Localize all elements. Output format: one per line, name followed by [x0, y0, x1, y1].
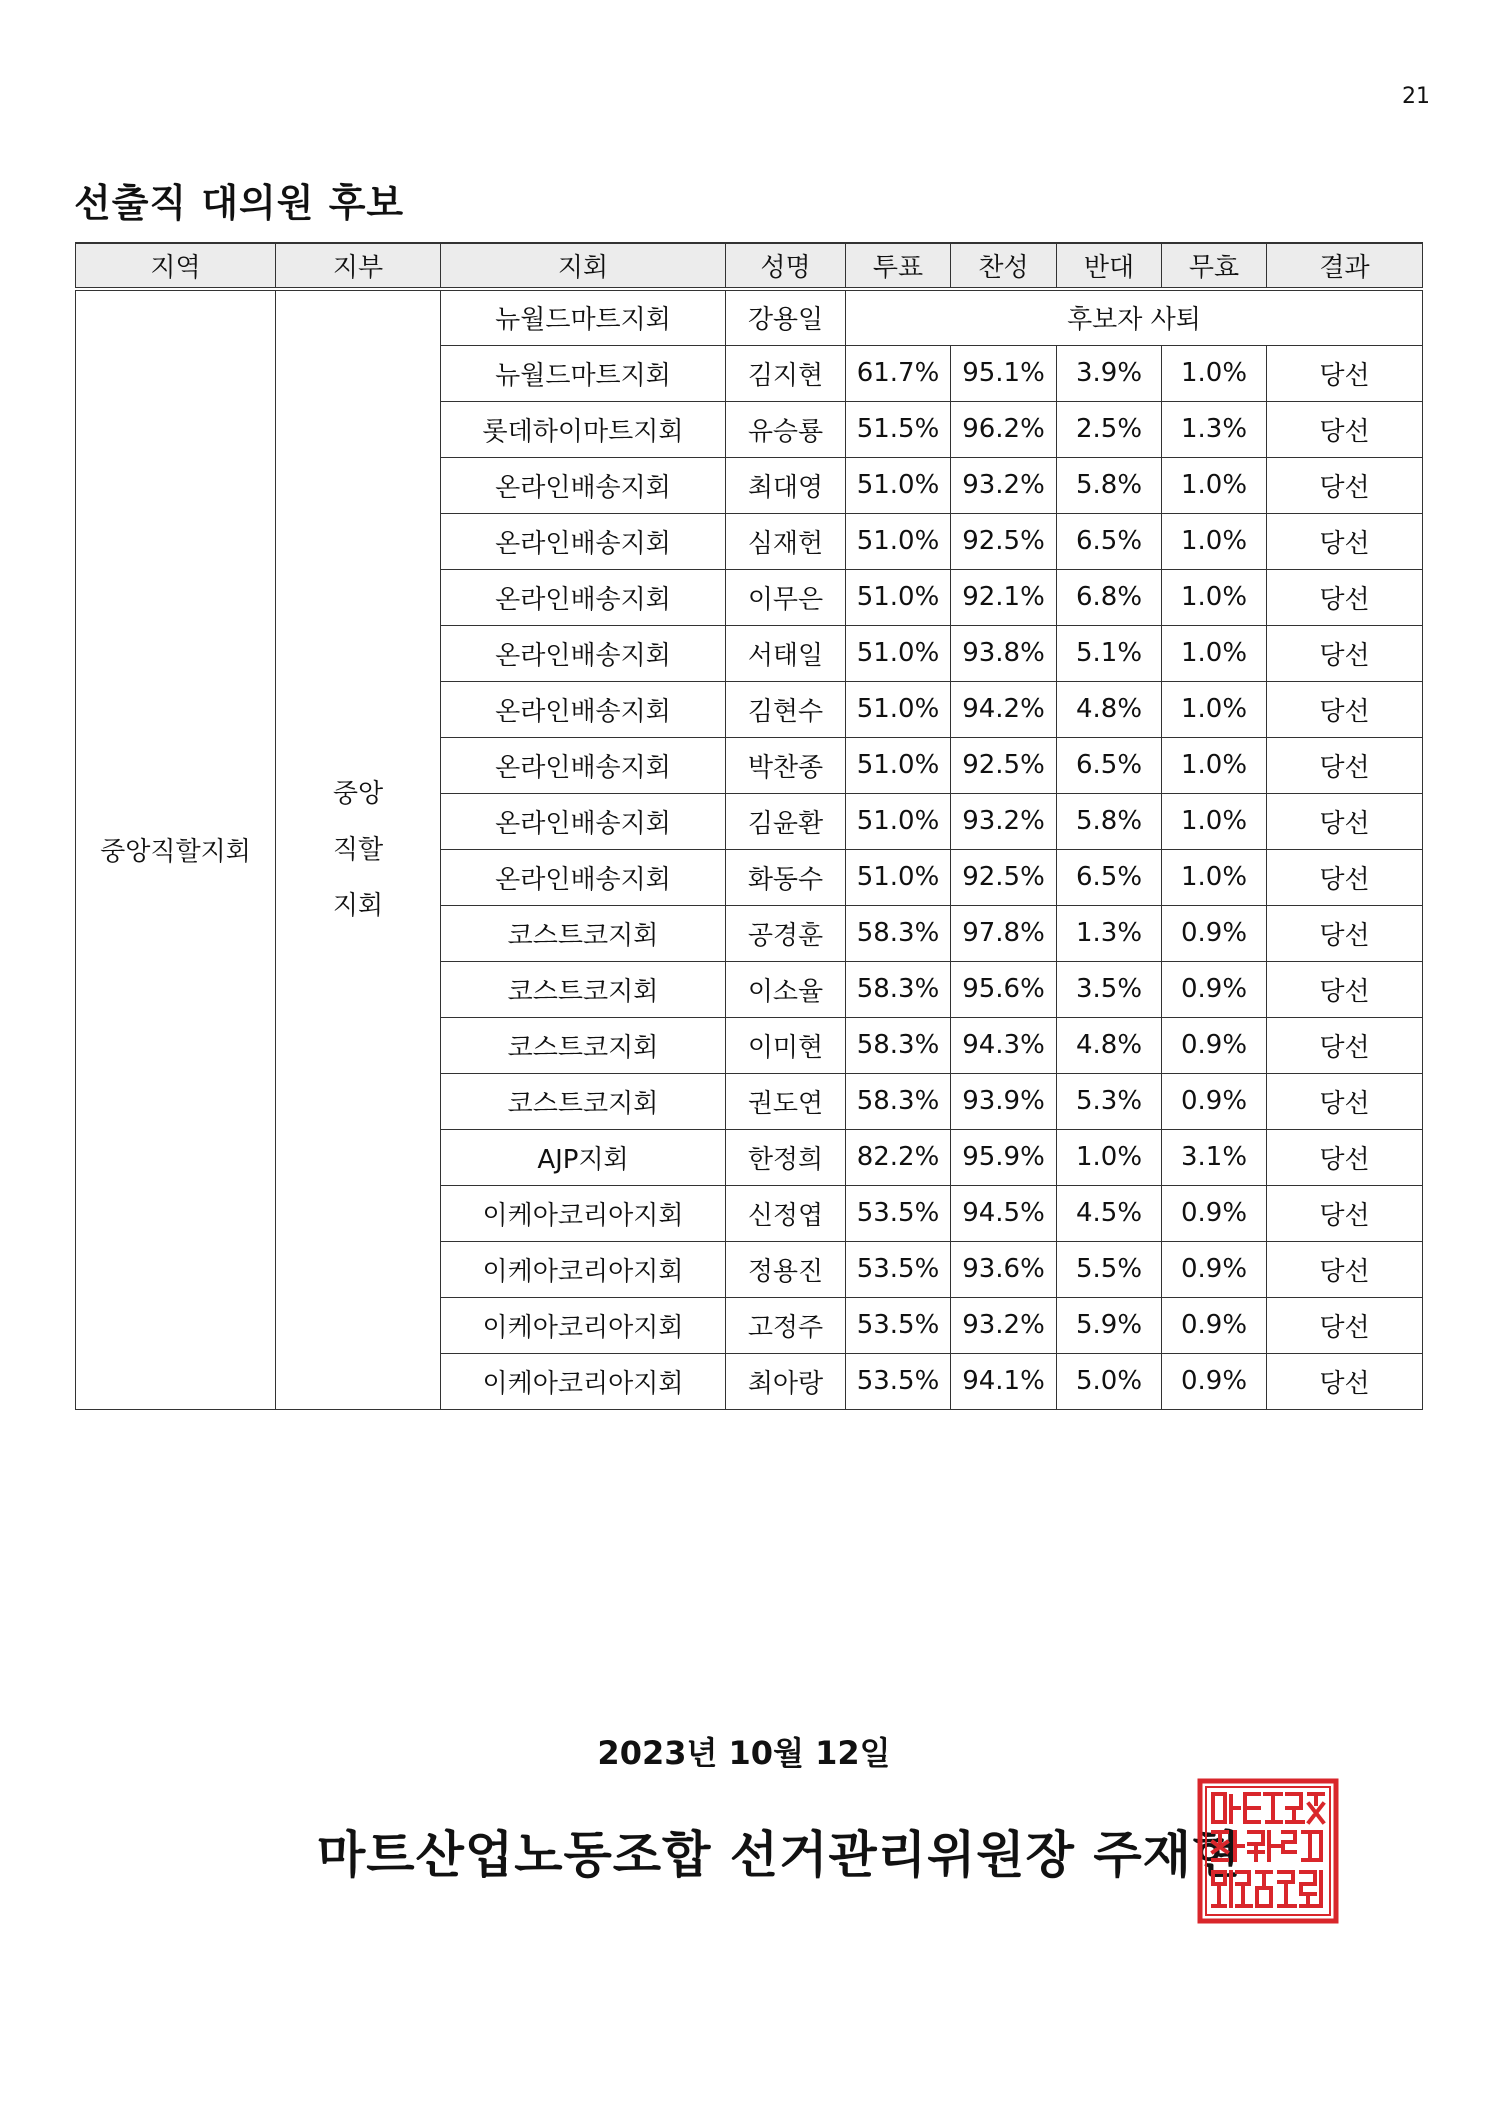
yes-cell: 92.5% — [951, 849, 1057, 905]
name-cell: 한정희 — [726, 1129, 846, 1185]
vote-cell: 58.3% — [846, 961, 951, 1017]
vote-cell: 58.3% — [846, 1073, 951, 1129]
yes-cell: 95.1% — [951, 345, 1057, 401]
invalid-cell: 0.9% — [1162, 1297, 1267, 1353]
vote-cell: 53.5% — [846, 1241, 951, 1297]
chapter-cell: AJP지회 — [441, 1129, 726, 1185]
invalid-cell: 0.9% — [1162, 1017, 1267, 1073]
vote-cell: 61.7% — [846, 345, 951, 401]
no-cell: 5.3% — [1057, 1073, 1162, 1129]
official-seal-stamp — [1197, 1778, 1339, 1924]
yes-cell: 94.5% — [951, 1185, 1057, 1241]
vote-cell: 51.0% — [846, 457, 951, 513]
no-cell: 5.5% — [1057, 1241, 1162, 1297]
table-row — [76, 289, 1423, 345]
yes-cell: 92.5% — [951, 737, 1057, 793]
name-cell: 정용진 — [726, 1241, 846, 1297]
name-cell: 고정주 — [726, 1297, 846, 1353]
withdrawn-cell: 후보자 사퇴 — [846, 289, 1423, 345]
yes-cell: 93.6% — [951, 1241, 1057, 1297]
document-date: 2023년 10월 12일 — [597, 1734, 891, 1772]
result-cell: 당선 — [1267, 961, 1423, 1017]
chapter-cell: 롯데하이마트지회 — [441, 401, 726, 457]
invalid-cell: 1.0% — [1162, 793, 1267, 849]
invalid-cell: 0.9% — [1162, 1185, 1267, 1241]
name-cell: 최아랑 — [726, 1353, 846, 1409]
header-invalid: 무효 — [1162, 243, 1267, 289]
header-yes: 찬성 — [951, 243, 1057, 289]
invalid-cell: 3.1% — [1162, 1129, 1267, 1185]
result-cell: 당선 — [1267, 457, 1423, 513]
signature-line: 마트산업노동조합 선거관리위원장 주재현 — [317, 1826, 1242, 1884]
no-cell: 4.5% — [1057, 1185, 1162, 1241]
result-cell: 당선 — [1267, 345, 1423, 401]
no-cell: 6.8% — [1057, 569, 1162, 625]
header-name: 성명 — [726, 243, 846, 289]
invalid-cell: 0.9% — [1162, 961, 1267, 1017]
name-cell: 권도연 — [726, 1073, 846, 1129]
table-header-row — [76, 243, 1423, 289]
result-cell: 당선 — [1267, 1185, 1423, 1241]
yes-cell: 95.9% — [951, 1129, 1057, 1185]
invalid-cell: 1.0% — [1162, 569, 1267, 625]
chapter-cell: 코스트코지회 — [441, 1073, 726, 1129]
vote-cell: 53.5% — [846, 1297, 951, 1353]
name-cell: 화동수 — [726, 849, 846, 905]
yes-cell: 92.1% — [951, 569, 1057, 625]
result-cell: 당선 — [1267, 625, 1423, 681]
no-cell: 6.5% — [1057, 737, 1162, 793]
header-result: 결과 — [1267, 243, 1423, 289]
name-cell: 유승룡 — [726, 401, 846, 457]
name-cell: 박찬종 — [726, 737, 846, 793]
no-cell: 3.9% — [1057, 345, 1162, 401]
yes-cell: 95.6% — [951, 961, 1057, 1017]
page-number: 21 — [1402, 84, 1430, 109]
no-cell: 4.8% — [1057, 681, 1162, 737]
invalid-cell: 1.0% — [1162, 625, 1267, 681]
chapter-cell: 온라인배송지회 — [441, 457, 726, 513]
vote-cell: 51.0% — [846, 681, 951, 737]
result-cell: 당선 — [1267, 1017, 1423, 1073]
vote-cell: 51.5% — [846, 401, 951, 457]
yes-cell: 93.2% — [951, 1297, 1057, 1353]
no-cell: 5.8% — [1057, 457, 1162, 513]
name-cell: 강용일 — [726, 289, 846, 345]
header-region: 지역 — [76, 243, 276, 289]
chapter-cell: 온라인배송지회 — [441, 849, 726, 905]
result-cell: 당선 — [1267, 1353, 1423, 1409]
no-cell: 2.5% — [1057, 401, 1162, 457]
chapter-cell: 뉴월드마트지회 — [441, 289, 726, 345]
header-no: 반대 — [1057, 243, 1162, 289]
chapter-cell: 이케아코리아지회 — [441, 1297, 726, 1353]
no-cell: 5.8% — [1057, 793, 1162, 849]
invalid-cell: 0.9% — [1162, 905, 1267, 961]
branch-cell — [276, 289, 441, 1409]
vote-cell: 53.5% — [846, 1353, 951, 1409]
vote-cell: 51.0% — [846, 513, 951, 569]
invalid-cell: 1.0% — [1162, 345, 1267, 401]
branch-line: 직할 — [332, 834, 384, 865]
invalid-cell: 1.3% — [1162, 401, 1267, 457]
no-cell: 5.9% — [1057, 1297, 1162, 1353]
no-cell: 4.8% — [1057, 1017, 1162, 1073]
vote-cell: 53.5% — [846, 1185, 951, 1241]
invalid-cell: 1.0% — [1162, 737, 1267, 793]
header-vote: 투표 — [846, 243, 951, 289]
result-cell: 당선 — [1267, 1297, 1423, 1353]
result-cell: 당선 — [1267, 793, 1423, 849]
no-cell: 3.5% — [1057, 961, 1162, 1017]
chapter-cell: 온라인배송지회 — [441, 681, 726, 737]
vote-cell: 51.0% — [846, 849, 951, 905]
result-cell: 당선 — [1267, 513, 1423, 569]
branch-line: 중앙 — [332, 778, 384, 809]
vote-cell: 51.0% — [846, 737, 951, 793]
invalid-cell: 1.0% — [1162, 513, 1267, 569]
result-cell: 당선 — [1267, 849, 1423, 905]
yes-cell: 96.2% — [951, 401, 1057, 457]
chapter-cell: 코스트코지회 — [441, 905, 726, 961]
invalid-cell: 1.0% — [1162, 681, 1267, 737]
section-title: 선출직 대의원 후보 — [74, 181, 405, 225]
chapter-cell: 온라인배송지회 — [441, 793, 726, 849]
vote-cell: 51.0% — [846, 625, 951, 681]
result-cell: 당선 — [1267, 1073, 1423, 1129]
header-chapter: 지회 — [441, 243, 726, 289]
invalid-cell: 0.9% — [1162, 1241, 1267, 1297]
chapter-cell: 뉴월드마트지회 — [441, 345, 726, 401]
name-cell: 최대영 — [726, 457, 846, 513]
result-cell: 당선 — [1267, 681, 1423, 737]
chapter-cell: 온라인배송지회 — [441, 569, 726, 625]
chapter-cell: 이케아코리아지회 — [441, 1241, 726, 1297]
yes-cell: 93.8% — [951, 625, 1057, 681]
vote-cell: 58.3% — [846, 1017, 951, 1073]
no-cell: 6.5% — [1057, 849, 1162, 905]
yes-cell: 93.2% — [951, 457, 1057, 513]
chapter-cell: 온라인배송지회 — [441, 737, 726, 793]
result-cell: 당선 — [1267, 737, 1423, 793]
yes-cell: 94.3% — [951, 1017, 1057, 1073]
yes-cell: 93.9% — [951, 1073, 1057, 1129]
chapter-cell: 이케아코리아지회 — [441, 1353, 726, 1409]
invalid-cell: 0.9% — [1162, 1353, 1267, 1409]
result-cell: 당선 — [1267, 569, 1423, 625]
region-cell: 중앙직할지회 — [76, 289, 276, 1409]
candidate-results-table — [75, 242, 1423, 1410]
result-cell: 당선 — [1267, 401, 1423, 457]
name-cell: 김현수 — [726, 681, 846, 737]
chapter-cell: 코스트코지회 — [441, 1017, 726, 1073]
chapter-cell: 코스트코지회 — [441, 961, 726, 1017]
invalid-cell: 1.0% — [1162, 457, 1267, 513]
no-cell: 1.0% — [1057, 1129, 1162, 1185]
vote-cell: 82.2% — [846, 1129, 951, 1185]
yes-cell: 93.2% — [951, 793, 1057, 849]
invalid-cell: 1.0% — [1162, 849, 1267, 905]
no-cell: 1.3% — [1057, 905, 1162, 961]
name-cell: 공경훈 — [726, 905, 846, 961]
no-cell: 5.1% — [1057, 625, 1162, 681]
no-cell: 6.5% — [1057, 513, 1162, 569]
chapter-cell: 온라인배송지회 — [441, 625, 726, 681]
branch-line: 지회 — [332, 890, 384, 921]
result-cell: 당선 — [1267, 1129, 1423, 1185]
name-cell: 김윤환 — [726, 793, 846, 849]
yes-cell: 94.1% — [951, 1353, 1057, 1409]
vote-cell: 51.0% — [846, 569, 951, 625]
name-cell: 서태일 — [726, 625, 846, 681]
result-cell: 당선 — [1267, 1241, 1423, 1297]
chapter-cell: 이케아코리아지회 — [441, 1185, 726, 1241]
yes-cell: 92.5% — [951, 513, 1057, 569]
name-cell: 이소율 — [726, 961, 846, 1017]
name-cell: 신정엽 — [726, 1185, 846, 1241]
name-cell: 이무은 — [726, 569, 846, 625]
name-cell: 이미현 — [726, 1017, 846, 1073]
yes-cell: 97.8% — [951, 905, 1057, 961]
header-branch: 지부 — [276, 243, 441, 289]
vote-cell: 58.3% — [846, 905, 951, 961]
name-cell: 심재헌 — [726, 513, 846, 569]
vote-cell: 51.0% — [846, 793, 951, 849]
no-cell: 5.0% — [1057, 1353, 1162, 1409]
result-cell: 당선 — [1267, 905, 1423, 961]
chapter-cell: 온라인배송지회 — [441, 513, 726, 569]
yes-cell: 94.2% — [951, 681, 1057, 737]
name-cell: 김지현 — [726, 345, 846, 401]
invalid-cell: 0.9% — [1162, 1073, 1267, 1129]
